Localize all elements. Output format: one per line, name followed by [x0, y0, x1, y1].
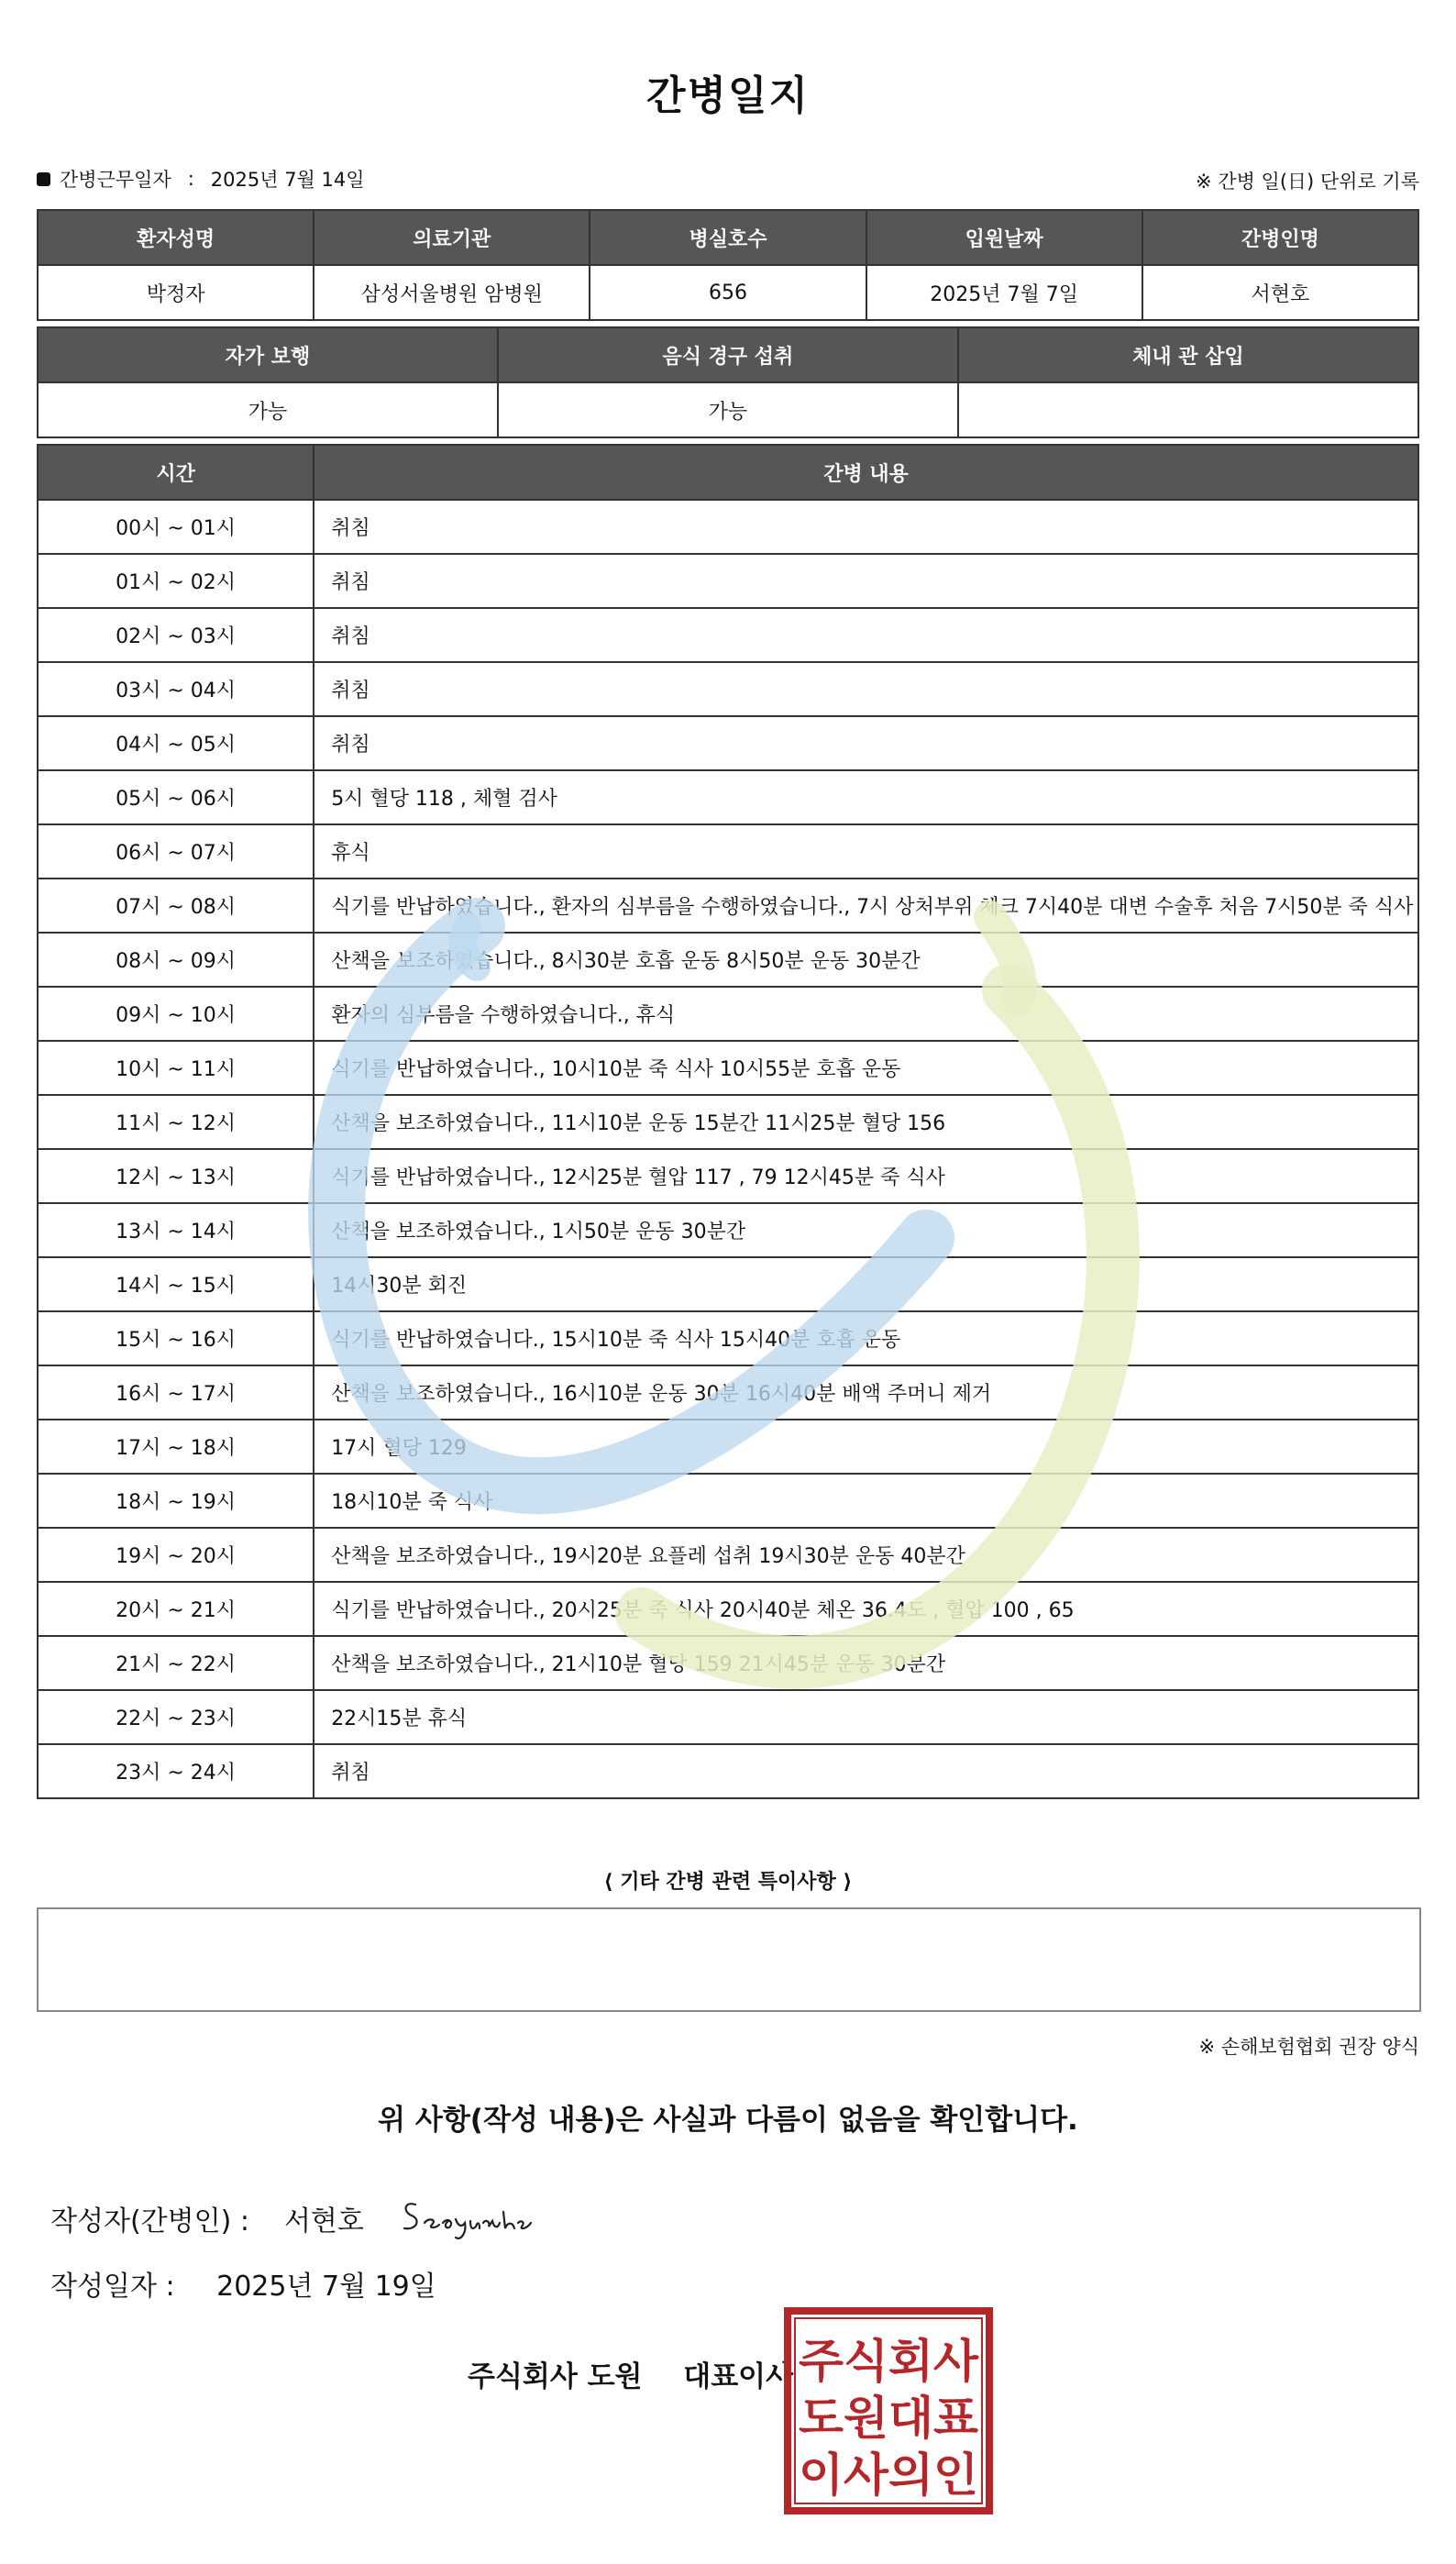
work-date-value: 2025년 7월 14일	[210, 169, 365, 191]
author-label: 작성자(간병인) :	[50, 2205, 249, 2238]
author-line	[50, 2192, 553, 2245]
log-content: 취침	[314, 662, 1418, 716]
table-row	[38, 1582, 1418, 1636]
table-row	[38, 1420, 1418, 1474]
log-content: 식기를 반납하였습니다., 12시25분 혈압 117 , 79 12시45분 죽 식사	[314, 1149, 1418, 1203]
log-content: 5시 혈당 118 , 체혈 검사	[314, 770, 1418, 824]
tube-insertion	[958, 382, 1418, 437]
log-time: 07시 ~ 08시	[38, 879, 314, 933]
hospital: 삼성서울병원 암병원	[314, 265, 590, 320]
unit-note: ※ 간병 일(日) 단위로 기록	[1196, 171, 1419, 193]
log-content: 17시 혈당 129	[314, 1420, 1418, 1474]
page-title: 간병일지	[645, 72, 810, 119]
table-row	[38, 879, 1418, 933]
admission-date: 2025년 7월 7일	[866, 265, 1142, 320]
log-time: 21시 ~ 22시	[38, 1636, 314, 1690]
log-content: 환자의 심부름을 수행하였습니다., 휴식	[314, 987, 1418, 1041]
table-row	[38, 1311, 1418, 1365]
table-row	[38, 1041, 1418, 1095]
log-content: 22시15분 휴식	[314, 1690, 1418, 1744]
log-content: 산책을 보조하였습니다., 19시20분 요플레 섭취 19시30분 운동 40분간	[314, 1528, 1418, 1582]
log-content: 산책을 보조하였습니다., 8시30분 호흡 운동 8시50분 운동 30분간	[314, 933, 1418, 987]
table-row	[38, 1365, 1418, 1420]
hourly-care-log-table	[37, 444, 1419, 1799]
written-date-value: 2025년 7월 19일	[216, 2271, 436, 2303]
table-row	[38, 716, 1418, 770]
log-content: 취침	[314, 554, 1418, 608]
log-time: 01시 ~ 02시	[38, 554, 314, 608]
table-row	[38, 1528, 1418, 1582]
work-date-label: 간병근무일자	[60, 169, 171, 191]
oral-intake: 가능	[498, 382, 958, 437]
log-content: 산책을 보조하였습니다., 21시10분 혈당 159 21시45분 운동 30분간	[314, 1636, 1418, 1690]
log-time: 22시 ~ 23시	[38, 1690, 314, 1744]
table-row	[38, 1636, 1418, 1690]
header-hospital: 의료기관	[314, 210, 590, 265]
bullet-square-icon	[37, 172, 50, 186]
log-content: 취침	[314, 608, 1418, 662]
log-time: 15시 ~ 16시	[38, 1311, 314, 1365]
header-self-walking: 자가 보행	[38, 327, 498, 382]
log-time: 09시 ~ 10시	[38, 987, 314, 1041]
table-row	[38, 824, 1418, 879]
header-time: 시간	[38, 445, 314, 500]
room-number: 656	[590, 265, 866, 320]
header-tube-insertion: 체내 관 삽입	[958, 327, 1418, 382]
table-row	[38, 554, 1418, 608]
confirmation-statement: 위 사항(작성 내용)은 사실과 다름이 없음을 확인합니다.	[378, 2104, 1078, 2137]
table-row	[38, 1744, 1418, 1798]
company-line	[468, 2353, 793, 2394]
log-content: 18시10분 죽 식사	[314, 1474, 1418, 1528]
header-admission-date: 입원날짜	[866, 210, 1142, 265]
log-content: 식기를 반납하였습니다., 10시10분 죽 식사 10시55분 호흡 운동	[314, 1041, 1418, 1095]
log-time: 06시 ~ 07시	[38, 824, 314, 879]
log-time: 08시 ~ 09시	[38, 933, 314, 987]
header-patient-name: 환자성명	[38, 210, 314, 265]
patient-info-table	[37, 209, 1419, 321]
company-name: 주식회사 도원	[468, 2360, 643, 2393]
patient-name: 박정자	[38, 265, 314, 320]
log-time: 00시 ~ 01시	[38, 500, 314, 554]
caregiver-name: 서현호	[1142, 265, 1418, 320]
log-time: 23시 ~ 24시	[38, 1744, 314, 1798]
written-date-label: 작성일자 :	[50, 2271, 175, 2303]
special-notes-box	[37, 1907, 1421, 2012]
table-row	[38, 1149, 1418, 1203]
log-time: 04시 ~ 05시	[38, 716, 314, 770]
log-time: 20시 ~ 21시	[38, 1582, 314, 1636]
log-time: 12시 ~ 13시	[38, 1149, 314, 1203]
log-content: 식기를 반납하였습니다., 15시10분 죽 식사 15시40분 호흡 운동	[314, 1311, 1418, 1365]
table-row	[38, 1257, 1418, 1311]
seal-line-1: 주식회사	[799, 2335, 979, 2388]
seal-line-2: 도원대표	[799, 2392, 979, 2445]
work-date	[37, 165, 365, 193]
table-row	[38, 1203, 1418, 1257]
header-oral-intake: 음식 경구 섭취	[498, 327, 958, 382]
special-notes-title: ⟨ 기타 간병 관련 특이사항 ⟩	[603, 1871, 853, 1894]
table-row	[38, 662, 1418, 716]
log-time: 18시 ~ 19시	[38, 1474, 314, 1528]
log-time: 14시 ~ 15시	[38, 1257, 314, 1311]
table-row	[38, 500, 1418, 554]
log-content: 산책을 보조하였습니다., 11시10분 운동 15분간 11시25분 혈당 156	[314, 1095, 1418, 1149]
header-care-content: 간병 내용	[314, 445, 1418, 500]
table-row	[38, 1690, 1418, 1744]
log-time: 11시 ~ 12시	[38, 1095, 314, 1149]
log-time: 19시 ~ 20시	[38, 1528, 314, 1582]
table-row	[38, 608, 1418, 662]
work-date-separator: :	[187, 168, 194, 190]
log-content: 산책을 보조하였습니다., 16시10분 운동 30분 16시40분 배액 주머니 제거	[314, 1365, 1418, 1420]
log-content: 14시30분 회진	[314, 1257, 1418, 1311]
table-row	[38, 770, 1418, 824]
company-seal	[784, 2307, 993, 2514]
author-signature	[397, 2192, 553, 2245]
log-content: 식기를 반납하였습니다., 환자의 심부름을 수행하였습니다., 7시 상처부위 체크 7시40분 대변 수술후 처음 7시50분 죽 식사	[314, 879, 1418, 933]
log-time: 16시 ~ 17시	[38, 1365, 314, 1420]
log-content: 취침	[314, 1744, 1418, 1798]
log-content: 산책을 보조하였습니다., 1시50분 운동 30분간	[314, 1203, 1418, 1257]
table-row	[38, 933, 1418, 987]
log-time: 10시 ~ 11시	[38, 1041, 314, 1095]
log-time: 02시 ~ 03시	[38, 608, 314, 662]
seal-line-3: 이사의인	[799, 2448, 978, 2502]
author-name: 서현호	[283, 2205, 364, 2238]
table-row	[38, 987, 1418, 1041]
patient-status-table	[37, 326, 1419, 438]
recommendation-note: ※ 손해보험협회 권장 양식	[1198, 2036, 1419, 2058]
self-walking: 가능	[38, 382, 498, 437]
log-content: 식기를 반납하였습니다., 20시25분 죽 식사 20시40분 체온 36.4도 , 혈압 100 , 65	[314, 1582, 1418, 1636]
log-time: 13시 ~ 14시	[38, 1203, 314, 1257]
log-time: 05시 ~ 06시	[38, 770, 314, 824]
log-time: 17시 ~ 18시	[38, 1420, 314, 1474]
log-time: 03시 ~ 04시	[38, 662, 314, 716]
ceo-title: 대표이사	[683, 2360, 794, 2393]
log-content: 휴식	[314, 824, 1418, 879]
header-caregiver-name: 간병인명	[1142, 210, 1418, 265]
table-row	[38, 1474, 1418, 1528]
header-room-number: 병실호수	[590, 210, 866, 265]
written-date-line	[50, 2263, 436, 2304]
table-row	[38, 1095, 1418, 1149]
log-content: 취침	[314, 716, 1418, 770]
log-content: 취침	[314, 500, 1418, 554]
